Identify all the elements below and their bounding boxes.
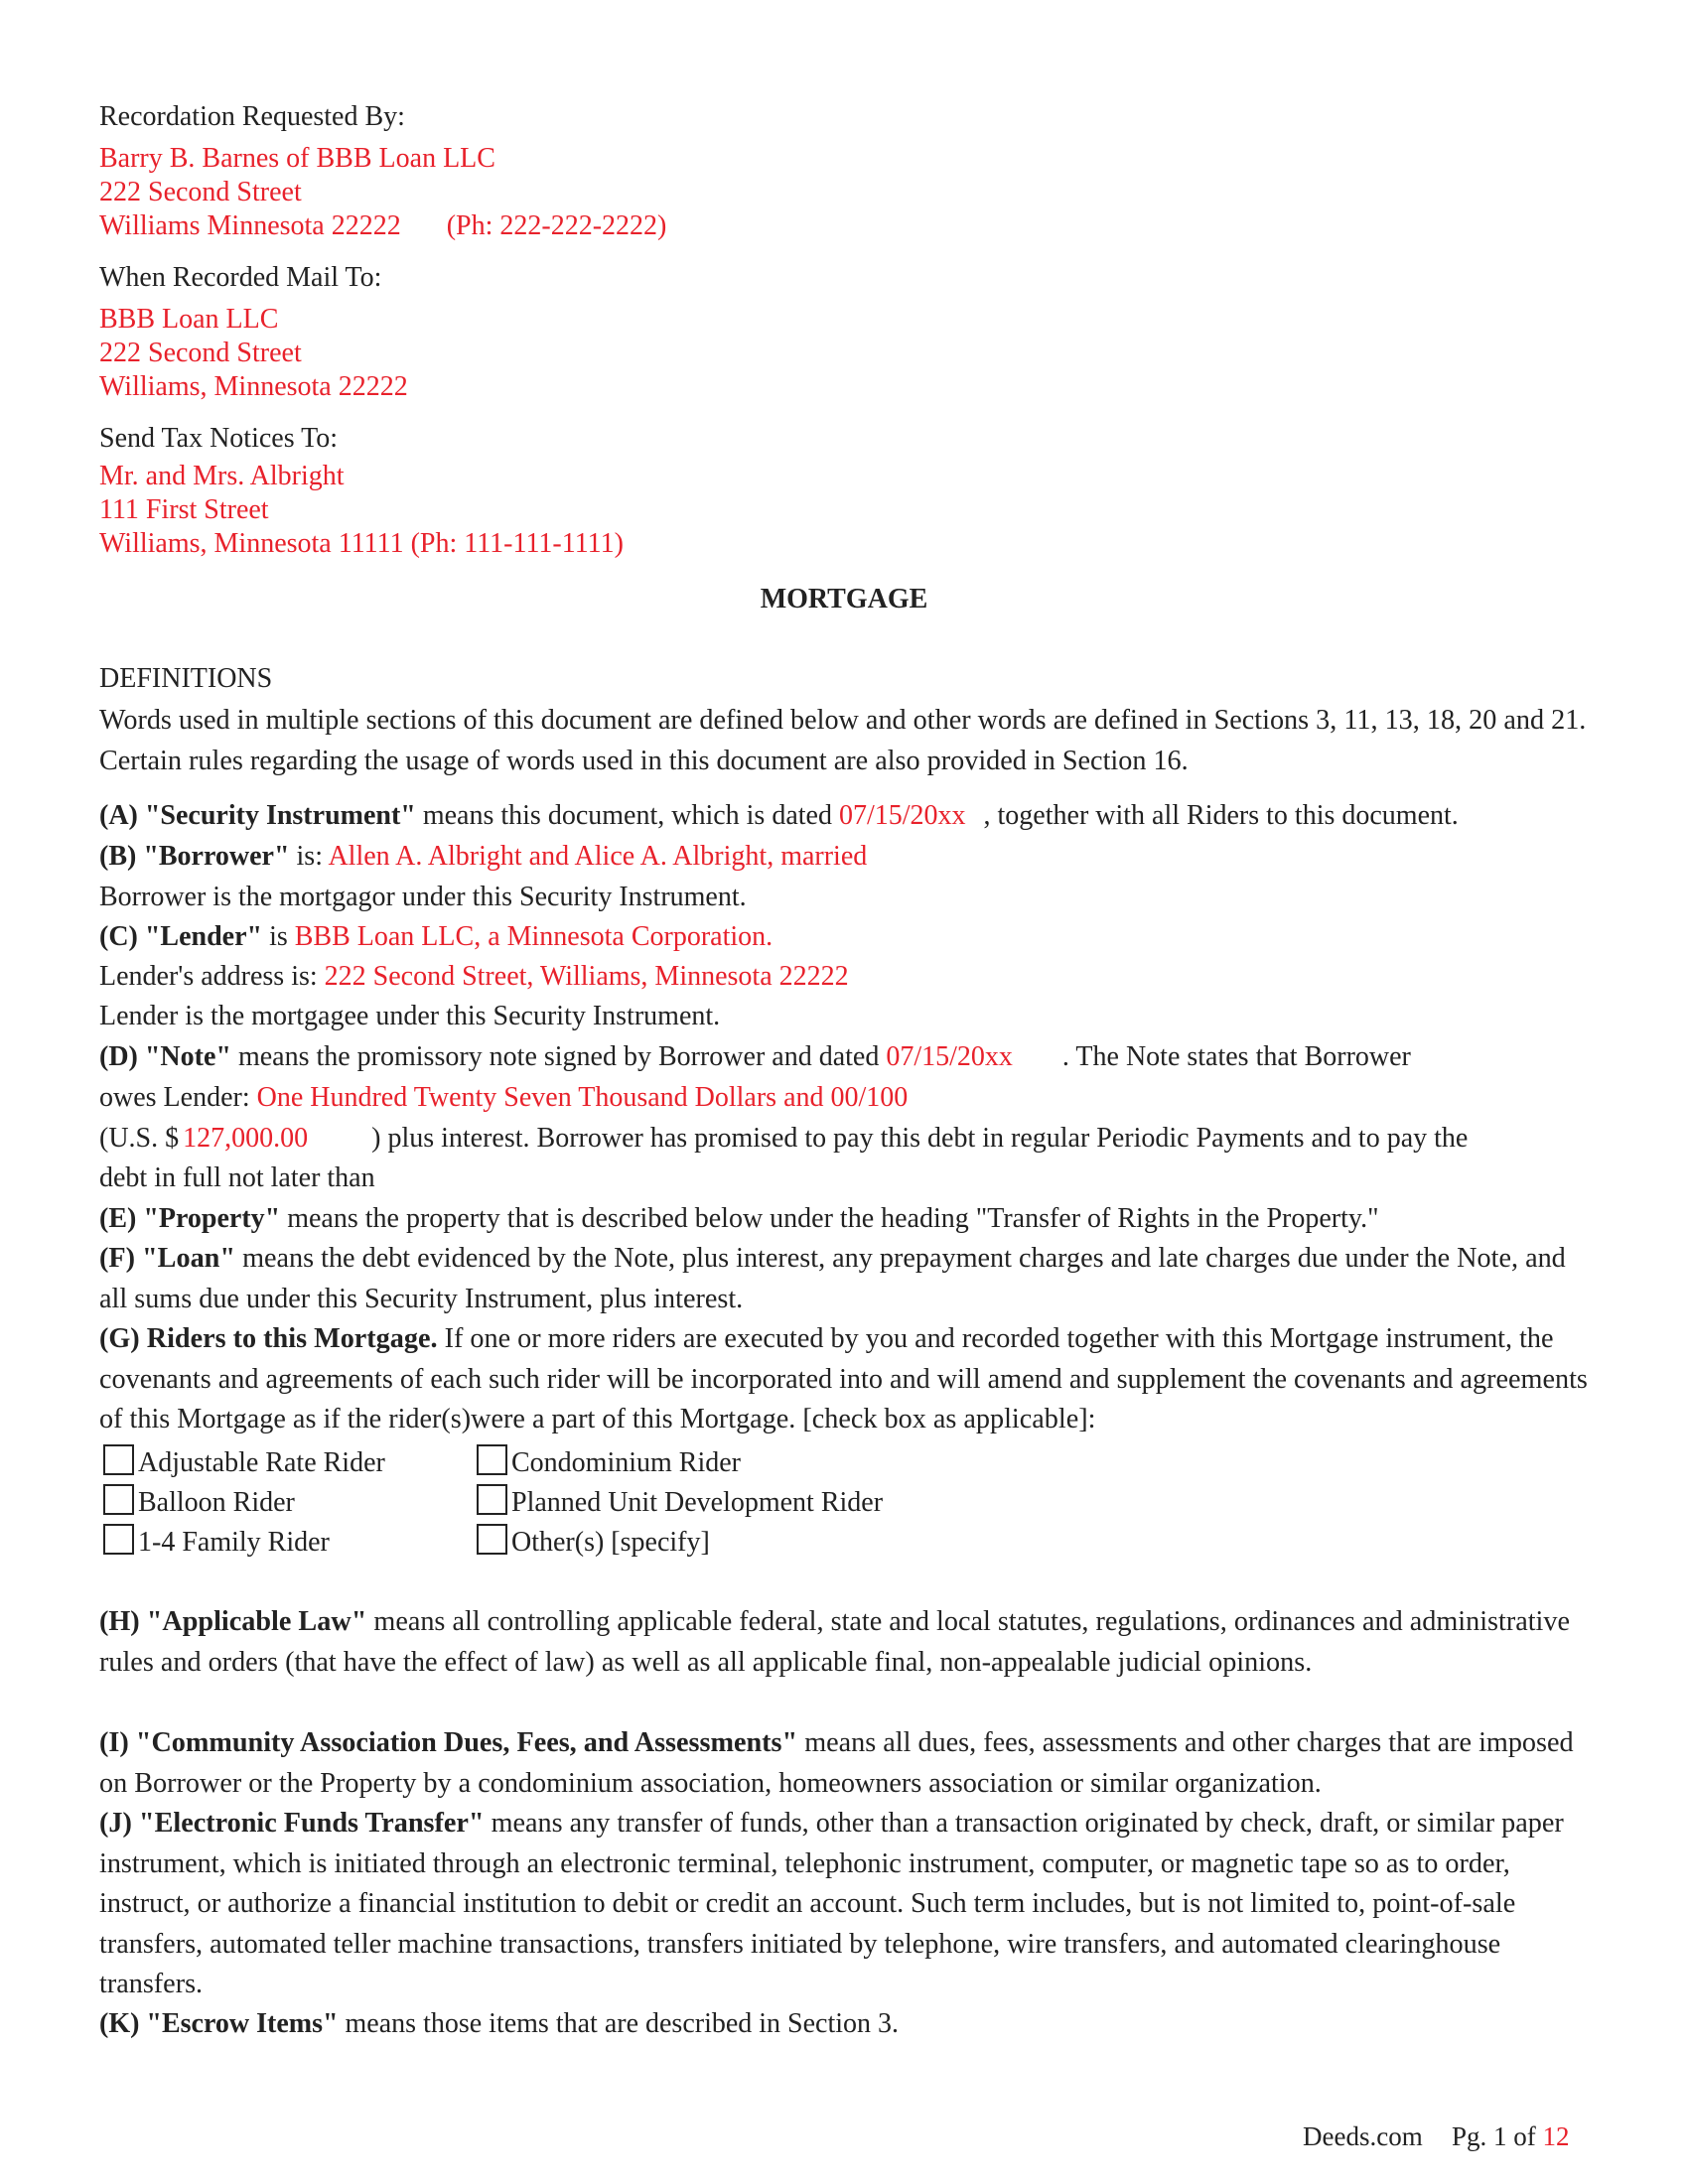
tax-street: 111 First Street [99, 494, 269, 525]
definition-a [99, 796, 1459, 836]
definition-k-label: (K) "Escrow Items" [99, 2008, 339, 2039]
definition-c-label: (C) "Lender" [99, 921, 263, 952]
borrower-names: Allen A. Albright and Alice A. Albright, married [328, 841, 868, 872]
lender-address-label: Lender's address is: [99, 961, 325, 992]
definition-h-label: (H) "Applicable Law" [99, 1606, 367, 1637]
tax-name: Mr. and Mrs. Albright [99, 461, 345, 491]
definitions-heading: DEFINITIONS [99, 663, 273, 694]
rider-label: Other(s) [specify] [511, 1527, 710, 1558]
checkbox[interactable] [103, 1444, 134, 1475]
rider-label: Planned Unit Development Rider [511, 1487, 884, 1518]
rider-pud[interactable] [477, 1483, 883, 1523]
footer-page-number [1452, 2116, 1570, 2156]
lender-name: BBB Loan LLC, a Minnesota Corporation. [294, 921, 774, 952]
definition-b-text: is: [289, 841, 329, 872]
definition-b [99, 837, 867, 877]
rider-label: 1-4 Family Rider [138, 1527, 330, 1558]
footer-site: Deeds.com [1303, 2121, 1423, 2151]
definition-b-label: (B) "Borrower" [99, 841, 290, 872]
definition-d-tail: . The Note states that Borrower [1061, 1041, 1411, 1072]
definition-k-text: means those items that are described in Section 3. [338, 2008, 900, 2039]
rider-label: Condominium Rider [511, 1447, 741, 1478]
checkbox[interactable] [477, 1484, 507, 1515]
definition-d-tail3: debt in full not later than [99, 1162, 375, 1193]
definition-e [99, 1199, 1379, 1239]
definition-f-text: means the debt evidenced by the Note, plus interest, any prepayment charges and late charges due under the Note, and all sums due under this Security Instrument, plus interest. [99, 1243, 1566, 1314]
definition-d-text: means the promissory note signed by Borrower and dated [230, 1041, 887, 1072]
definition-a-text: means this document, which is dated [415, 800, 839, 831]
definition-i-text: means all dues, fees, assessments and other charges that are imposed on Borrower or the Property by a condominium association, homeowners association or similar organization. [99, 1727, 1574, 1799]
rider-adjustable-rate[interactable] [103, 1443, 385, 1483]
owes-label: owes Lender: [99, 1082, 257, 1113]
lender-address: 222 Second Street, Williams, Minnesota 22222 [324, 961, 849, 992]
mail-street: 222 Second Street [99, 338, 302, 368]
definition-g-label: (G) Riders to this Mortgage. [99, 1323, 438, 1354]
definition-k [99, 2004, 899, 2044]
definition-c [99, 917, 773, 957]
recordation-phone: (Ph: 222-222-2222) [446, 210, 667, 241]
rider-balloon[interactable] [103, 1483, 295, 1523]
checkbox[interactable] [103, 1484, 134, 1515]
us-dollar-label: (U.S. $ [99, 1123, 180, 1154]
page-prefix: Pg. 1 of [1452, 2121, 1543, 2151]
definition-g [99, 1319, 1589, 1440]
definition-i [99, 1723, 1589, 1804]
definition-c-text: is [262, 921, 295, 952]
definition-f-label: (F) "Loan" [99, 1243, 236, 1274]
recordation-city: Williams Minnesota 22222 [99, 210, 401, 241]
definition-f [99, 1239, 1589, 1319]
tax-label: Send Tax Notices To: [99, 423, 339, 454]
tax-city-phone: Williams, Minnesota 11111 (Ph: 111-111-1111) [99, 528, 624, 559]
checkbox[interactable] [477, 1444, 507, 1475]
definition-h [99, 1602, 1589, 1683]
definition-j [99, 1804, 1589, 2005]
recordation-street: 222 Second Street [99, 177, 302, 207]
definition-d-label: (D) "Note" [99, 1041, 231, 1072]
note-date: 07/15/20xx [886, 1041, 1013, 1072]
note-owes-line [99, 1078, 908, 1118]
definition-j-text: means any transfer of funds, other than a transaction originated by check, draft, or similar paper instrument, which is initiated through an electronic terminal, telephonic instrument, computer, or magnetic tape so as to order, instruct, or authorize a financial institution to debit or credit an account. Such term includes, but is not limited to, point-of-sale transfers, automated teller machine transactions, transfers initiated by telephone, wire transfers, and automated clearinghouse transfers. [99, 1808, 1564, 1999]
loan-amount: 127,000.00 [183, 1123, 309, 1154]
mail-name: BBB Loan LLC [99, 304, 279, 335]
checkbox[interactable] [103, 1524, 134, 1555]
mail-city: Williams, Minnesota 22222 [99, 371, 408, 402]
mail-label: When Recorded Mail To: [99, 262, 382, 293]
borrower-note: Borrower is the mortgagor under this Security Instrument. [99, 882, 747, 912]
rider-label: Adjustable Rate Rider [138, 1447, 385, 1478]
rider-label: Balloon Rider [138, 1487, 295, 1518]
definition-j-label: (J) "Electronic Funds Transfer" [99, 1808, 485, 1839]
recordation-city-line [99, 206, 666, 246]
lender-note: Lender is the mortgagee under this Security Instrument. [99, 1001, 721, 1031]
definition-a-label: (A) "Security Instrument" [99, 800, 416, 831]
definition-g-text: If one or more riders are executed by you and recorded together with this Mortgage instrument, the covenants and agreements of each such rider will be incorporated into and will amend and supplement the covenants and agreements of this Mortgage as if the rider(s)were a part of this Mortgage. [check box as applicable]: [99, 1323, 1588, 1434]
checkbox[interactable] [477, 1524, 507, 1555]
recordation-label: Recordation Requested By: [99, 101, 405, 132]
definition-a-tail: , together with all Riders to this document. [983, 800, 1459, 831]
document-title: MORTGAGE [760, 584, 928, 614]
definition-d-tail2: ) plus interest. Borrower has promised to pay this debt in regular Periodic Payments and to pay the [371, 1123, 1469, 1154]
security-instrument-date: 07/15/20xx [838, 800, 966, 831]
definition-e-text: means the property that is described below under the heading "Transfer of Rights in the Property." [280, 1203, 1379, 1234]
definition-i-label: (I) "Community Association Dues, Fees, and Assessments" [99, 1727, 798, 1758]
rider-other[interactable] [477, 1523, 710, 1563]
page-total: 12 [1542, 2121, 1570, 2151]
rider-1-4-family[interactable] [103, 1523, 330, 1563]
recordation-name: Barry B. Barnes of BBB Loan LLC [99, 143, 495, 174]
lender-address-line [99, 957, 849, 997]
definition-h-text: means all controlling applicable federal, state and local statutes, regulations, ordinances and administrative rules and orders (that have the effect of law) as well as all applicable final, non-appealable judicial opinions. [99, 1606, 1570, 1678]
loan-amount-words: One Hundred Twenty Seven Thousand Dollars and 00/100 [256, 1082, 909, 1113]
definitions-intro: Words used in multiple sections of this document are defined below and other words are defined in Sections 3, 11, 13, 18, 20 and 21. Certain rules regarding the usage of words used in this document are also provided in Section 16. [99, 705, 1587, 776]
definition-e-label: (E) "Property" [99, 1203, 281, 1234]
note-amount-line [99, 1119, 1468, 1159]
rider-condominium[interactable] [477, 1443, 741, 1483]
definition-d [99, 1037, 1411, 1077]
